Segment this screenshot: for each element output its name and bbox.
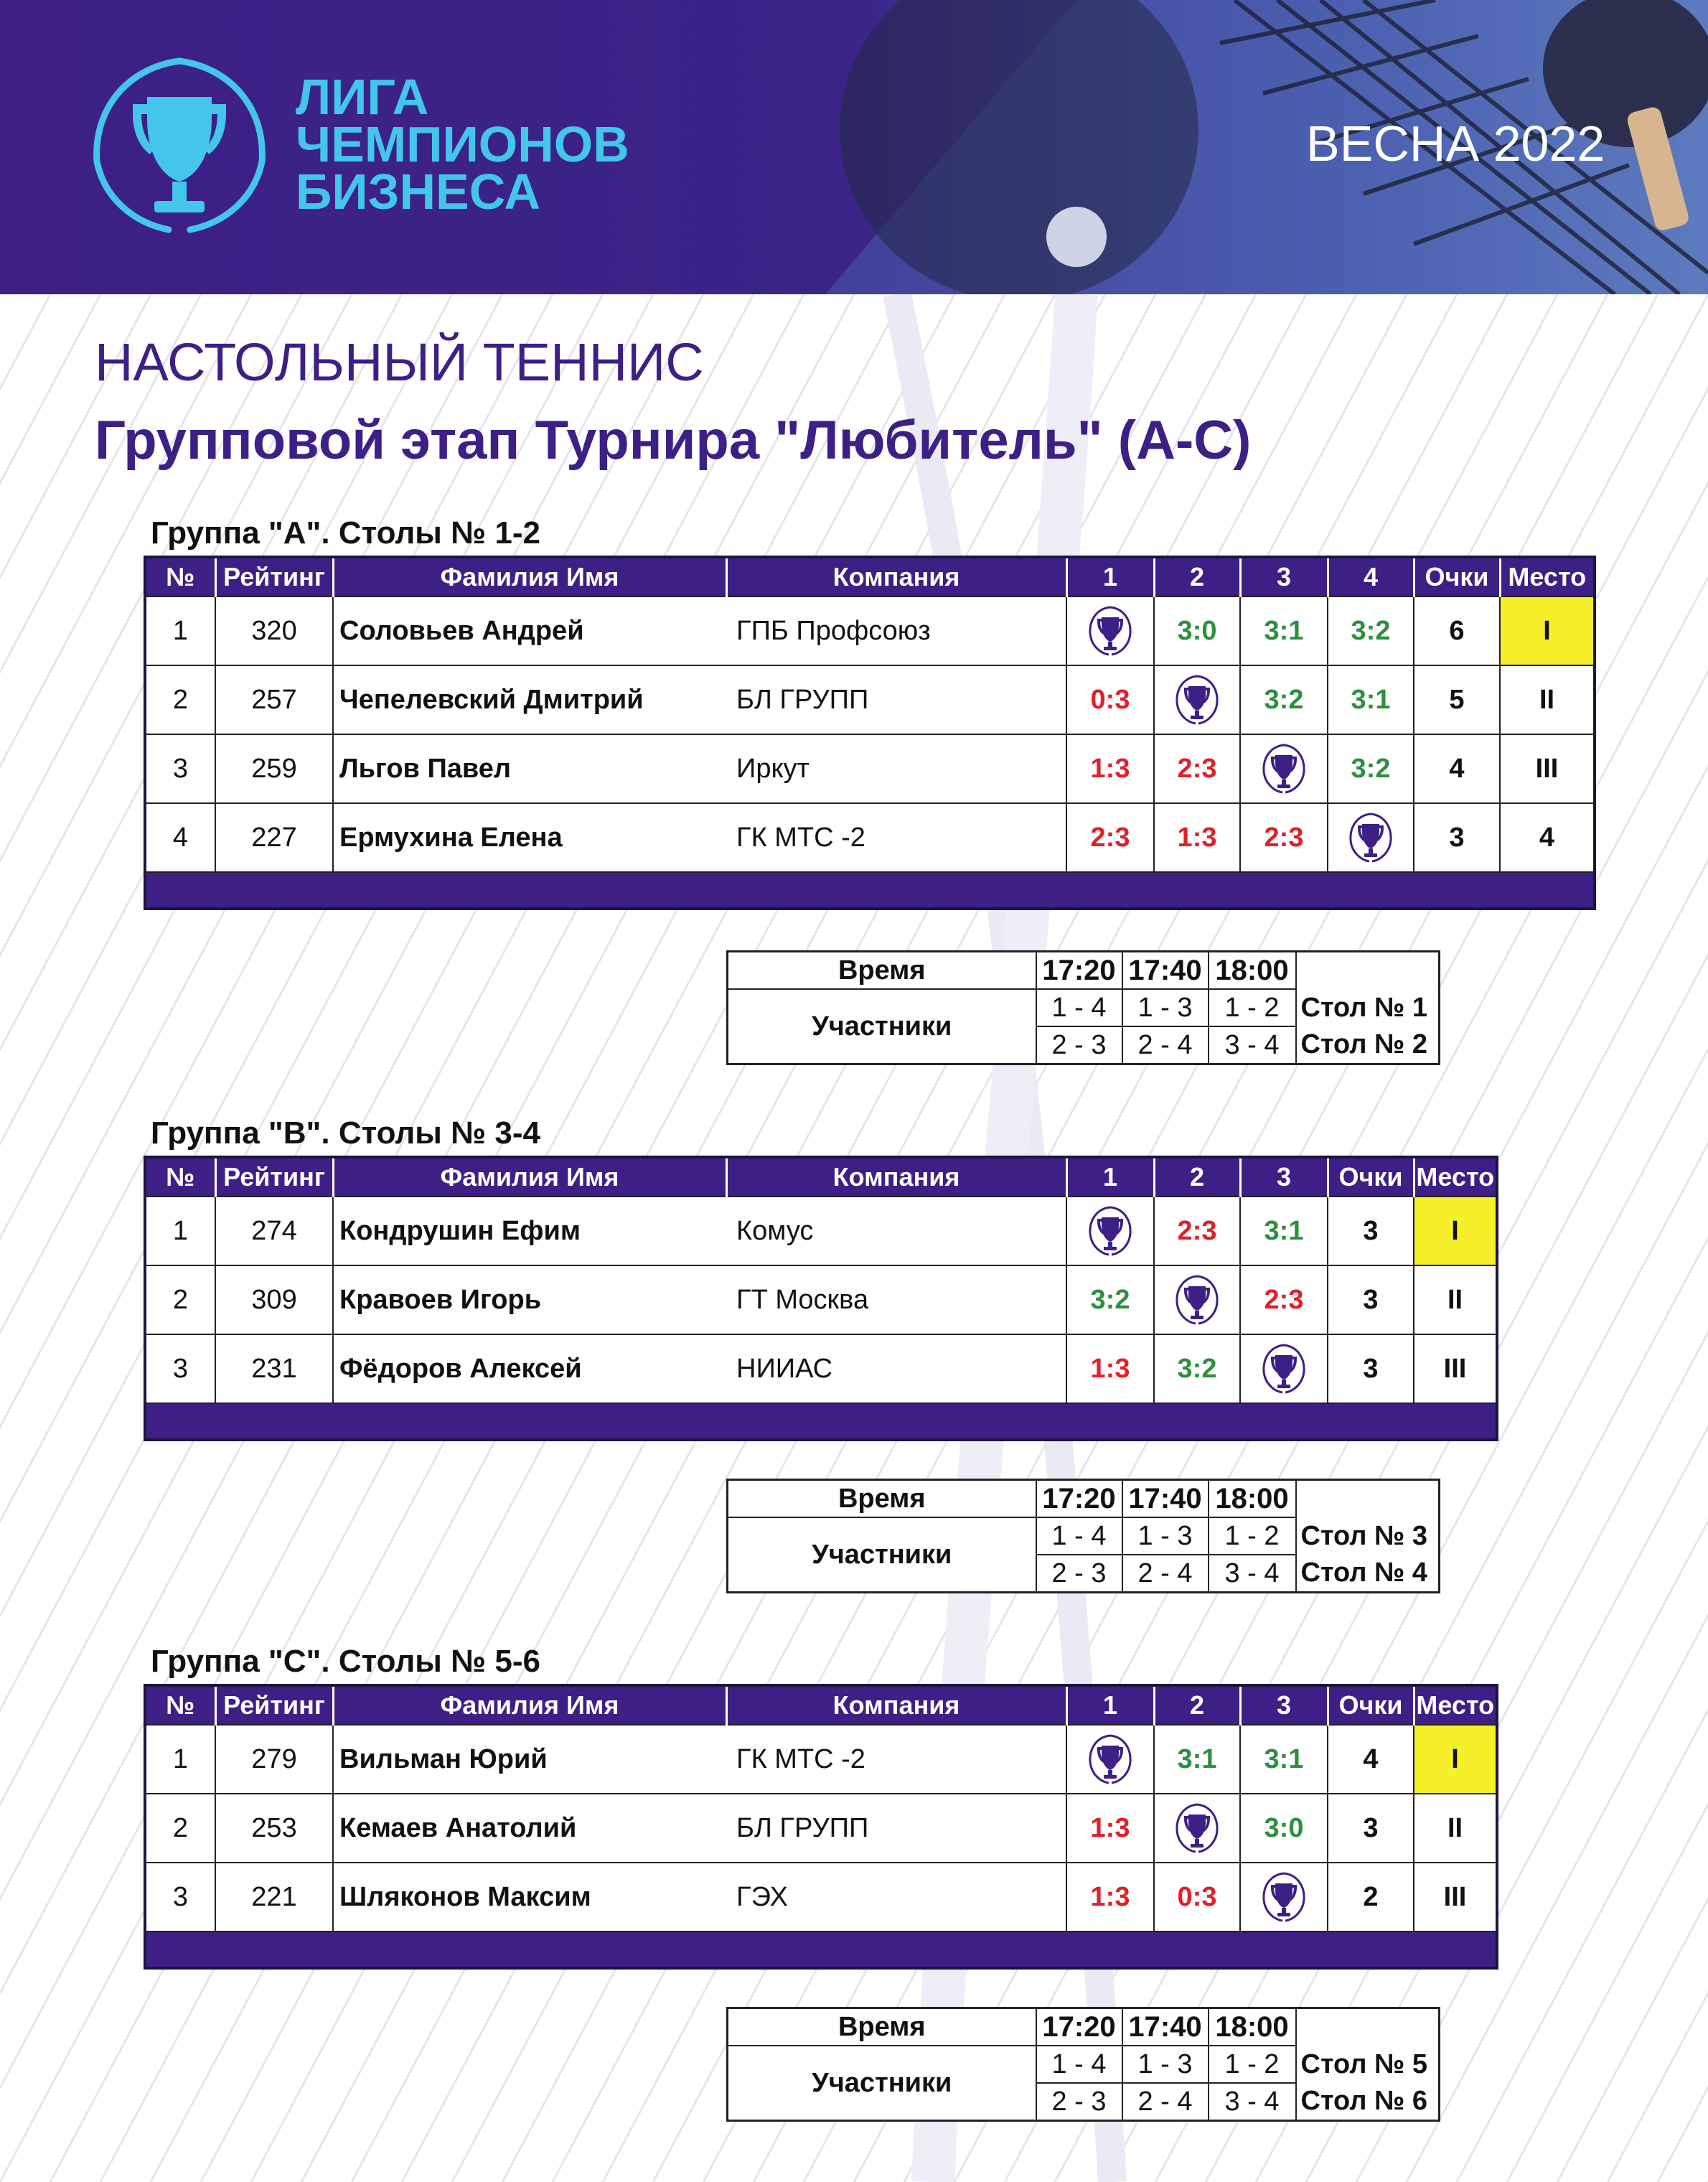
row-company: БЛ ГРУПП (726, 1794, 1066, 1863)
score-cell: 1:3 (1154, 803, 1240, 872)
schedule-pair: 1 - 3 (1122, 2046, 1209, 2083)
row-num: 2 (145, 1794, 215, 1863)
row-place: I (1414, 1725, 1497, 1794)
table-row (145, 803, 1595, 872)
header-opponent-1: 1 (1066, 557, 1154, 596)
row-place: II (1414, 1265, 1497, 1334)
schedule-time: 18:00 (1209, 2008, 1296, 2046)
row-place: II (1500, 665, 1595, 734)
schedule-time: 17:40 (1122, 1480, 1209, 1518)
row-rating: 257 (215, 665, 333, 734)
score-cell: 3:2 (1328, 734, 1414, 803)
header-company: Компания (726, 1685, 1066, 1725)
header-name: Фамилия Имя (333, 1685, 726, 1725)
group-a-table (144, 556, 1596, 910)
row-name: Кондрушин Ефим (333, 1197, 726, 1265)
logo-line: ЧЕМПИОНОВ (296, 116, 629, 172)
league-name (296, 69, 629, 220)
header-num: № (145, 557, 215, 596)
schedule-pair: 2 - 4 (1122, 1555, 1209, 1593)
score-cell: 1:3 (1066, 1794, 1154, 1863)
self-match-trophy-icon (1154, 665, 1240, 734)
sport-title: НАСТОЛЬНЫЙ ТЕННИС (95, 332, 704, 392)
row-company: ГПБ Профсоюз (726, 596, 1066, 665)
schedule-pair: 1 - 4 (1036, 1517, 1122, 1555)
schedule-table-label: Стол № 6 (1300, 2086, 1428, 2116)
schedule-pair: 1 - 3 (1122, 989, 1209, 1026)
schedule-time: 17:40 (1122, 2008, 1209, 2046)
self-match-trophy-icon (1328, 803, 1414, 872)
self-match-trophy-icon (1240, 734, 1328, 803)
league-logo (83, 54, 276, 240)
row-place: III (1414, 1334, 1497, 1403)
row-points: 3 (1328, 1197, 1414, 1265)
table-footer-bar (145, 1932, 1497, 1968)
self-match-trophy-icon (1066, 596, 1154, 665)
schedule-table-label: Стол № 3 (1300, 1520, 1428, 1551)
row-points: 3 (1328, 1334, 1414, 1403)
schedule-participants-label: Участники (728, 1517, 1036, 1593)
row-place: I (1500, 596, 1595, 665)
schedule-table-label: Стол № 5 (1300, 2048, 1428, 2079)
header-rating: Рейтинг (215, 1157, 333, 1197)
header-num: № (145, 1157, 215, 1197)
table-row (145, 1725, 1497, 1794)
row-num: 3 (145, 734, 215, 803)
schedule-pair: 1 - 3 (1122, 1517, 1209, 1555)
row-rating: 309 (215, 1265, 333, 1334)
score-cell: 3:2 (1066, 1265, 1154, 1334)
table-row (145, 1863, 1497, 1932)
table-row (145, 596, 1595, 665)
schedule-time-label: Время (728, 1480, 1036, 1518)
header-name: Фамилия Имя (333, 1157, 726, 1197)
score-cell: 3:1 (1154, 1725, 1240, 1794)
table-row (145, 1334, 1497, 1403)
row-rating: 227 (215, 803, 333, 872)
row-name: Льгов Павел (333, 734, 726, 803)
header-opponent-2: 2 (1154, 557, 1240, 596)
row-num: 3 (145, 1334, 215, 1403)
row-num: 2 (145, 1265, 215, 1334)
score-cell: 2:3 (1154, 734, 1240, 803)
score-cell: 3:1 (1240, 1725, 1328, 1794)
schedule-pair: 3 - 4 (1209, 1026, 1296, 1064)
self-match-trophy-icon (1154, 1265, 1240, 1334)
schedule-time: 17:20 (1036, 1480, 1122, 1518)
row-place: 4 (1500, 803, 1595, 872)
row-points: 3 (1328, 1794, 1414, 1863)
score-cell: 2:3 (1240, 803, 1328, 872)
row-rating: 279 (215, 1725, 333, 1794)
group-b-table (144, 1156, 1498, 1441)
row-rating: 231 (215, 1334, 333, 1403)
table-footer-bar (145, 872, 1595, 909)
row-points: 4 (1414, 734, 1500, 803)
group-a-title: Группа "А". Столы № 1-2 (151, 515, 540, 551)
group-c-title: Группа "С". Столы № 5-6 (151, 1644, 540, 1679)
self-match-trophy-icon (1066, 1725, 1154, 1794)
schedule-pair: 2 - 3 (1036, 1026, 1122, 1064)
header-place: Место (1414, 1157, 1497, 1197)
row-num: 1 (145, 596, 215, 665)
score-cell: 3:1 (1240, 596, 1328, 665)
header-rating: Рейтинг (215, 1685, 333, 1725)
row-place: II (1414, 1794, 1497, 1863)
header-opponent-2: 2 (1154, 1685, 1240, 1725)
table-footer-bar (145, 1403, 1497, 1440)
table-row (145, 1794, 1497, 1863)
schedule-pair: 3 - 4 (1209, 1555, 1296, 1593)
header-opponent-2: 2 (1154, 1157, 1240, 1197)
schedule-participants-label: Участники (728, 989, 1036, 1064)
schedule-pair: 2 - 4 (1122, 1026, 1209, 1064)
schedule-time-label: Время (728, 2008, 1036, 2046)
score-cell: 2:3 (1066, 803, 1154, 872)
score-cell: 1:3 (1066, 1334, 1154, 1403)
row-name: Шляконов Максим (333, 1863, 726, 1932)
row-name: Кемаев Анатолий (333, 1794, 726, 1863)
header-points: Очки (1414, 557, 1500, 596)
header-points: Очки (1328, 1685, 1414, 1725)
schedule-time: 18:00 (1209, 1480, 1296, 1518)
score-cell: 3:2 (1328, 596, 1414, 665)
row-name: Соловьев Андрей (333, 596, 726, 665)
group-b-schedule (726, 1479, 1440, 1593)
header-opponent-3: 3 (1240, 1685, 1328, 1725)
schedule-pair: 2 - 3 (1036, 1555, 1122, 1593)
schedule-pair: 1 - 2 (1209, 2046, 1296, 2083)
row-company: Комус (726, 1197, 1066, 1265)
schedule-time: 17:20 (1036, 952, 1122, 990)
season-label: ВЕСНА 2022 (1306, 116, 1605, 172)
header-opponent-4: 4 (1328, 557, 1414, 596)
self-match-trophy-icon (1240, 1334, 1328, 1403)
row-rating: 320 (215, 596, 333, 665)
row-company: ГК МТС -2 (726, 803, 1066, 872)
group-c-schedule (726, 2007, 1440, 2122)
row-num: 1 (145, 1197, 215, 1265)
row-rating: 221 (215, 1863, 333, 1932)
row-company: ГТ Москва (726, 1265, 1066, 1334)
self-match-trophy-icon (1154, 1794, 1240, 1863)
score-cell: 2:3 (1154, 1197, 1240, 1265)
schedule-pair: 3 - 4 (1209, 2083, 1296, 2121)
row-points: 6 (1414, 596, 1500, 665)
table-row (145, 734, 1595, 803)
score-cell: 3:1 (1240, 1197, 1328, 1265)
schedule-pair: 2 - 3 (1036, 2083, 1122, 2121)
score-cell: 2:3 (1240, 1265, 1328, 1334)
schedule-table-label: Стол № 4 (1300, 1558, 1428, 1588)
row-company: НИИАС (726, 1334, 1066, 1403)
row-name: Кравоев Игорь (333, 1265, 726, 1334)
tournament-title: Групповой этап Турнира "Любитель" (А-С) (95, 410, 1252, 471)
header-company: Компания (726, 557, 1066, 596)
row-num: 3 (145, 1863, 215, 1932)
schedule-time-label: Время (728, 952, 1036, 990)
row-points: 3 (1328, 1265, 1414, 1334)
group-c-table (144, 1684, 1498, 1970)
row-name: Вильман Юрий (333, 1725, 726, 1794)
row-company: БЛ ГРУПП (726, 665, 1066, 734)
schedule-table-label: Стол № 1 (1300, 992, 1428, 1023)
table-row (145, 1197, 1497, 1265)
schedule-pair: 1 - 2 (1209, 989, 1296, 1026)
row-rating: 259 (215, 734, 333, 803)
row-company: ГЭХ (726, 1863, 1066, 1932)
header-num: № (145, 1685, 215, 1725)
header-rating: Рейтинг (215, 557, 333, 596)
row-num: 1 (145, 1725, 215, 1794)
header-place: Место (1414, 1685, 1497, 1725)
row-points: 5 (1414, 665, 1500, 734)
table-row (145, 665, 1595, 734)
row-num: 4 (145, 803, 215, 872)
self-match-trophy-icon (1066, 1197, 1154, 1265)
row-place: III (1500, 734, 1595, 803)
row-company: ГК МТС -2 (726, 1725, 1066, 1794)
self-match-trophy-icon (1240, 1863, 1328, 1932)
logo-line: ЛИГА (296, 69, 429, 125)
score-cell: 3:0 (1154, 596, 1240, 665)
schedule-pair: 1 - 4 (1036, 2046, 1122, 2083)
row-place: III (1414, 1863, 1497, 1932)
row-rating: 274 (215, 1197, 333, 1265)
row-points: 2 (1328, 1863, 1414, 1932)
row-place: I (1414, 1197, 1497, 1265)
schedule-time: 17:40 (1122, 952, 1209, 990)
header-company: Компания (726, 1157, 1066, 1197)
score-cell: 3:2 (1240, 665, 1328, 734)
group-b-title: Группа "В". Столы № 3-4 (151, 1115, 540, 1151)
row-points: 3 (1414, 803, 1500, 872)
score-cell: 3:2 (1154, 1334, 1240, 1403)
row-name: Ермухина Елена (333, 803, 726, 872)
schedule-table-label: Стол № 2 (1300, 1029, 1428, 1059)
schedule-participants-label: Участники (728, 2046, 1036, 2121)
page-header (0, 0, 1708, 294)
score-cell: 0:3 (1066, 665, 1154, 734)
score-cell: 3:0 (1240, 1794, 1328, 1863)
score-cell: 1:3 (1066, 734, 1154, 803)
header-points: Очки (1328, 1157, 1414, 1197)
schedule-time: 18:00 (1209, 952, 1296, 990)
score-cell: 1:3 (1066, 1863, 1154, 1932)
logo-line: БИЗНЕСА (296, 164, 541, 220)
row-rating: 253 (215, 1794, 333, 1863)
row-num: 2 (145, 665, 215, 734)
schedule-pair: 1 - 4 (1036, 989, 1122, 1026)
table-row (145, 1265, 1497, 1334)
header-opponent-3: 3 (1240, 557, 1328, 596)
row-name: Фёдоров Алексей (333, 1334, 726, 1403)
schedule-pair: 2 - 4 (1122, 2083, 1209, 2121)
schedule-time: 17:20 (1036, 2008, 1122, 2046)
header-opponent-1: 1 (1066, 1157, 1154, 1197)
header-place: Место (1500, 557, 1595, 596)
header-opponent-3: 3 (1240, 1157, 1328, 1197)
header-opponent-1: 1 (1066, 1685, 1154, 1725)
score-cell: 3:1 (1328, 665, 1414, 734)
score-cell: 0:3 (1154, 1863, 1240, 1932)
header-name: Фамилия Имя (333, 557, 726, 596)
group-a-schedule (726, 950, 1440, 1065)
row-company: Иркут (726, 734, 1066, 803)
row-name: Чепелевский Дмитрий (333, 665, 726, 734)
row-points: 4 (1328, 1725, 1414, 1794)
schedule-pair: 1 - 2 (1209, 1517, 1296, 1555)
